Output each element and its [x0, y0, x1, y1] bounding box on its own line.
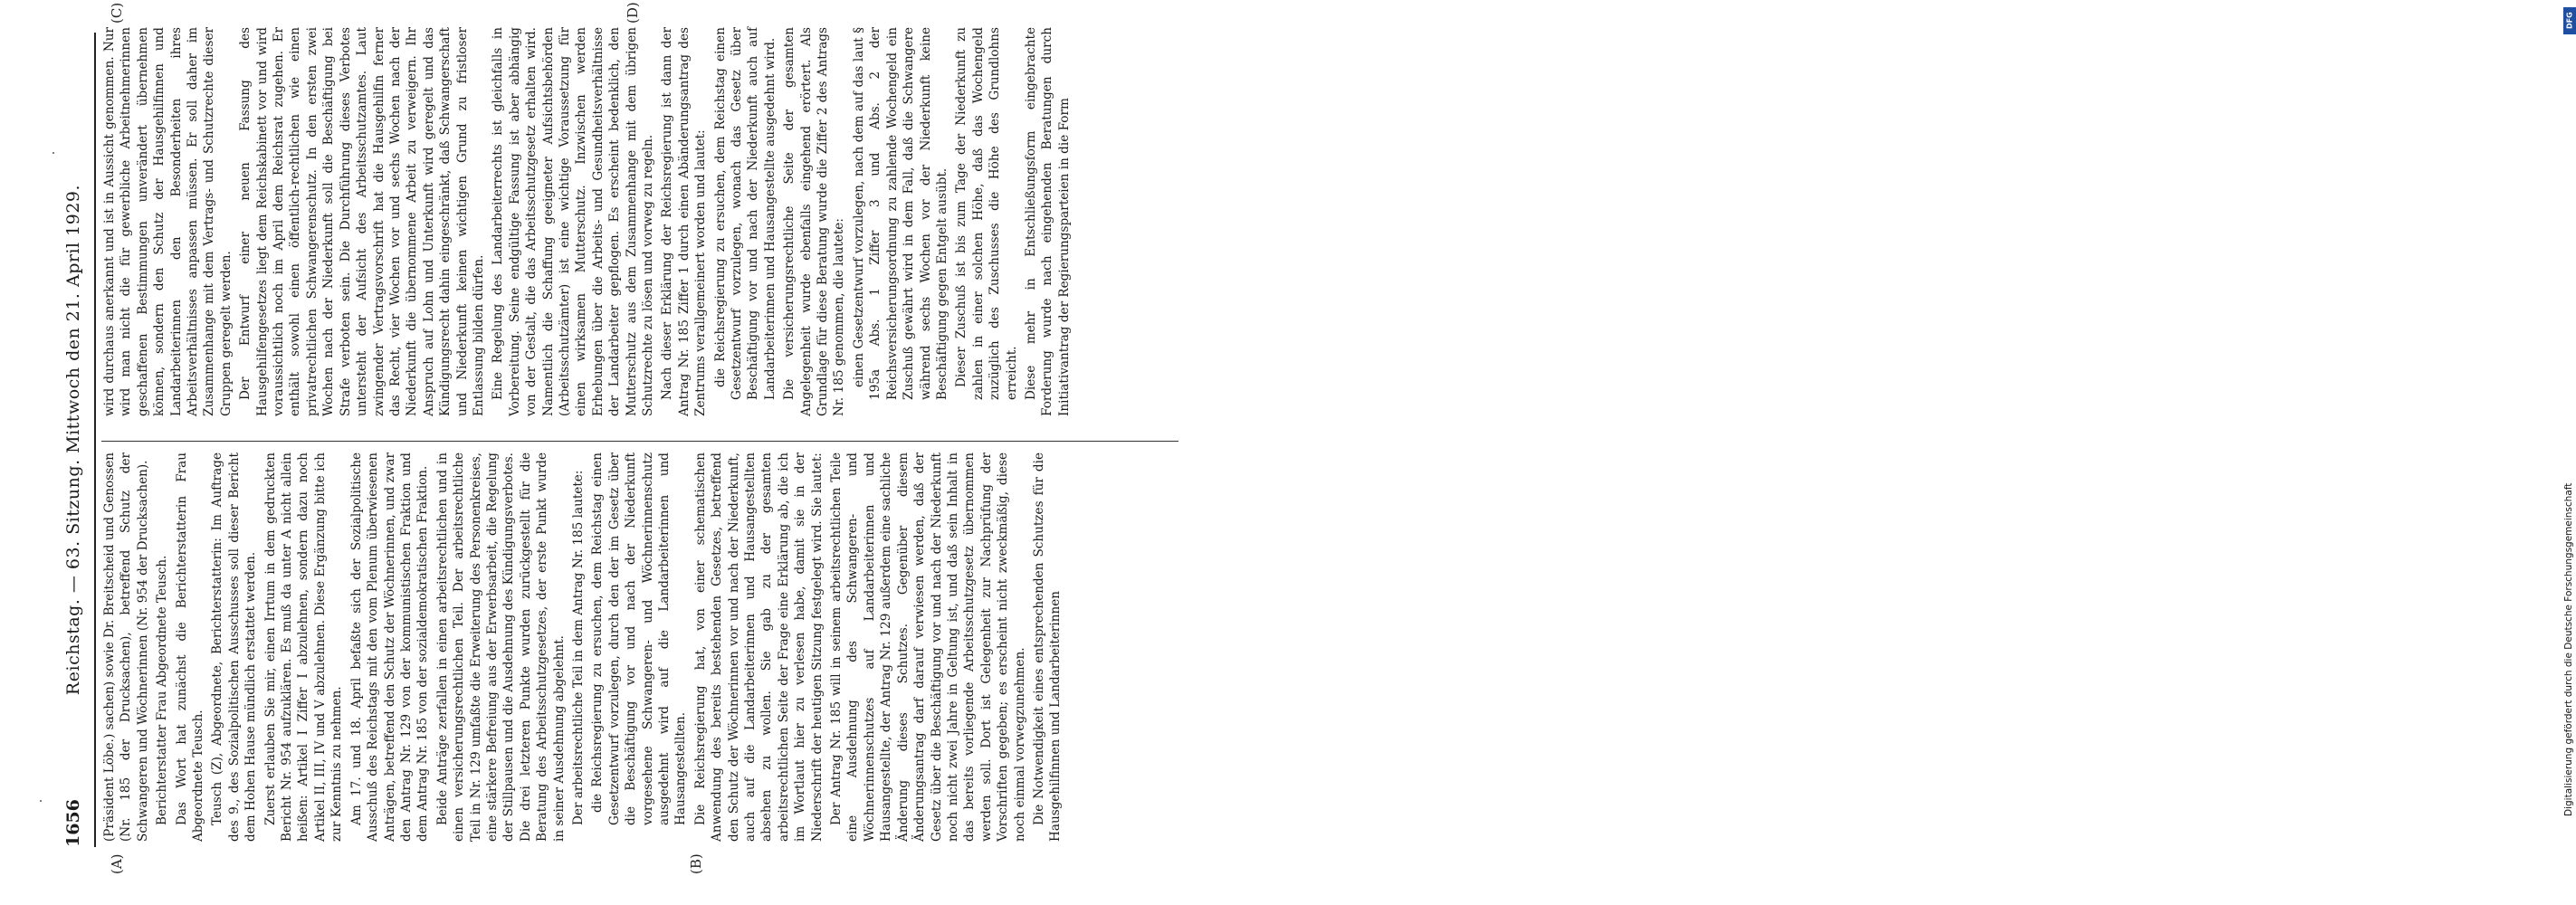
quoted-motion: Dieser Zuschuß ist bis zum Tage der Niederkunft zu zahlen in einer solchen Höhe, daß das Wochengeld zuzüglich des Zuschusses die Höhe des Grundlohns erreicht. — [954, 27, 1019, 400]
margin-letter-a: (A) — [109, 853, 125, 874]
quoted-motion: die Reichsregierung zu ersuchen, dem Reichstag einen Gesetzentwurf vorzulegen, wonach das Gesetz über Beschäftigung vor und nach der Niederkunft auch auf Landarbeiterinnen und Hausangestellte ausgedehnt wird. — [712, 27, 778, 400]
scan-speck — [40, 800, 42, 802]
paragraph: Eine Regelung des Landarbeiterrechts ist gleichfalls in Vorbereitung. Seine endgültige Fassung ist aber abhängig von der Gestalt, die das Arbeitsschutzgesetz erhalten wird. Namentlich die Schaffung geeigneter Aufsichtsbehörden (Arbeitsschutzämter) ist eine wichtige Voraussetzung für einen wirksamen Mutterschutz. Inzwischen werden Erhebungen über die Arbeits- und Gesundheitsverhältnisse der Landarbeiter gepflogen. Es erscheint bedenklich, den Mutterschutz aus dem Zusammenhange mit dem übrigen Schutzrechte zu lösen und vorweg zu regeln. — [491, 27, 655, 416]
page-number: 1656 — [63, 799, 83, 847]
paragraph: Berichterstatter Frau Abgeordnete Teusch. — [155, 555, 170, 825]
paragraph: Beide Anträge zerfallen in einen arbeitsrechtlichen und in einen versicherungsrechtlichen Teil. Der arbeitsrechtliche Teil in Nr. 129 umfaßte die Erweiterung des Personenkreises, eine stärkere Befreiung aus der Erwerbsarbeit, die Regelung der Stillpausen und die Ausdehnung des Kündigungsverbotes. Die drei letzteren Punkte wurden zurückgestellt für die Beratung des Arbeitsschutzgesetzes, der erste Punkt wurde in seiner Ausdehnung abgelehnt. — [434, 452, 567, 842]
paragraph: Nach dieser Erklärung der Reichsregierung ist dann der Antrag Nr. 185 Ziffer 1 durch einen Abänderungsantrag des Zentrums verallgemeinert worden und lautet: — [660, 27, 709, 416]
paragraph: Das Wort hat zunächst die Berichterstatterin Frau Abgeordnete Teusch. — [174, 452, 206, 842]
paragraph: Teusch (Z), Abgeordnete, Berichterstatterin: Im Auftrage des 9., des Sozialpolitischen Ausschusses soll dieser Bericht dem Hohen Hause mündlich erstattet werden. — [210, 452, 259, 842]
paragraph: Der arbeitsrechtliche Teil in dem Antrag Nr. 185 lautete: — [570, 470, 586, 825]
scan-speck — [52, 152, 54, 154]
paragraph: Die Notwendigkeit eines entsprechenden Schutzes für die Hausgehilfinnen und Landarbeiterinnen — [1031, 452, 1064, 842]
paragraph: Die Reichsregierung hat, von einer schematischen Anwendung des bereits bestehenden Gesetzes, betreffend den Schutz der Wöchnerinnen vor und nach der Niederkunft, auch auf die Landarbeiterinnen und Hausangestellten absehen zu wollen. Sie gab zu der gesamten arbeitsrechtlichen Seite der Frage eine Erklärung ab, die ich im Wortlaut hier zu verlesen habe, damit sie in der Niederschrift der heutigen Sitzung festgelegt wird. Sie lautet: — [692, 452, 825, 842]
paragraph: (Präsident Löbe.) sachen) sowie Dr. Breitscheid und Genossen (Nr. 185 der Drucksachen), betreffend Schutz der Schwangeren und Wöchnerinnen (Nr. 954 der Drucksachen). — [102, 452, 150, 842]
running-header — [63, 33, 92, 847]
digitization-credit: Digitalisierung gefördert durch die Deutsche Forschungsgemeinschaft — [2563, 482, 2574, 816]
quoted-motion: die Reichsregierung zu ersuchen, dem Reichstag einen Gesetzentwurf vorzulegen, durch den der im Gesetz über die Beschäftigung vor und nach der Niederkunft vorgesehene Schwangeren- und Wöchnerinnenschutz ausgedehnt wird auf die Landarbeiterinnen und Hausangestellten. — [590, 452, 689, 825]
margin-letter-c: (C) — [109, 2, 125, 24]
margin-letter-b: (B) — [688, 853, 704, 874]
paragraph: Am 17. und 18. April befaßte sich der Sozialpolitische Ausschuß des Reichstags mit den vom Plenum überwiesenen Anträgen, betreffend den Schutz der Wöchnerinnen, und zwar den Antrag Nr. 129 von der kommunistischen Fraktion und dem Antrag Nr. 185 von der sozialdemokratischen Fraktion. — [348, 452, 431, 842]
paragraph: Zuerst erlauben Sie mir, einen Irrtum in dem gedruckten Bericht Nr. 954 aufzuklären. Es muß da unter A nicht allein heißen: Artikel I Ziffer I abzulehnen, sondern dazu noch Artikel II, III, IV und V abzulehnen. Diese Ergänzung bitte ich zur Kenntnis zu nehmen. — [262, 452, 345, 842]
column-divider — [101, 441, 1178, 442]
dfg-logo: DFG — [2563, 7, 2576, 34]
paragraph: Der Entwurf einer neuen Fassung des Hausgehilfengesetzes liegt dem Reichskabinett vor und wird voraussichtlich noch im April dem Reichsrat zugehen. Er enthält sowohl einen öffentlich-rechtlichen wie einen privatrechtlichen Schwangerenschutz. In den ersten zwei Wochen nach der Niederkunft soll die Beschäftigung bei Strafe verboten sein. Die Durchführung dieses Verbotes untersteht der Aufsicht des Arbeitsschutzamtes. Laut zwingender Vertragsvorschrift hat die Hausgehilfin ferner das Recht, vier Wochen vor und sechs Wochen nach der Niederkunft die übernommene Arbeit zu verweigern. Ihr Anspruch auf Lohn und Unterkunft wird geregelt und das Kündigungsrecht dahin eingeschränkt, daß Schwangerschaft und Niederkunft keinen wichtigen Grund zu fristloser Entlassung bilden dürfen. — [238, 27, 486, 416]
header-rule — [94, 33, 96, 847]
quoted-motion: einen Gesetzentwurf vorzulegen, nach dem auf das laut § 195a Abs. 1 Ziffer 3 und Abs. 2 der Reichsversicherungsordnung zu zahlende Wochengeld ein Zuschuß gewährt wird in dem Fall, daß die Schwangere während sechs Wochen vor der Niederkunft keine Beschäftigung gegen Entgelt ausübt. — [851, 27, 949, 400]
margin-letter-d: (D) — [625, 2, 641, 24]
paragraph: wird durchaus anerkannt und ist in Aussicht genommen. Nur wird man nicht die für gewerbliche Arbeitnehmerinnen geschaffenen Bestimmungen unverändert übernehmen können, sondern den Schutz der Hausgehilfinnen und Landarbeiterinnen den Besonderheiten ihres Arbeitsverhältnisses anpassen müssen. Er soll daher im Zusammenhange mit dem Vertrags- und Schutzrechte dieser Gruppen geregelt werden. — [102, 27, 234, 416]
paragraph: Der Antrag Nr. 185 will in seinem arbeitsrechtlichen Teile eine Ausdehnung des Schwangeren- und Wöchnerinnenschutzes auf Landarbeiterinnen und Hausangestellte, der Antrag Nr. 129 außerdem eine sachliche Änderung dieses Schutzes. Gegenüber diesem Änderungsantrag darf darauf verwiesen werden, daß der Gesetz über die Beschäftigung vor und nach der Niederkunft noch nicht zwei Jahre in Geltung ist, und daß sein Inhalt in das bereits vorliegende Arbeitsschutzgesetz übernommen werden soll. Dort ist Gelegenheit zur Nachprüfung der Vorschriften gegeben; es erscheint nicht zweckmäßig, diese noch einmal vorwegzunehmen. — [829, 452, 1027, 842]
paragraph: Diese mehr in Entschließungsform eingebrachte Forderung wurde nach eingehenden Beratungen durch Initiativantrag der Regierungsparteien in die Form — [1023, 27, 1072, 416]
left-column — [101, 452, 1067, 842]
right-column — [101, 27, 1075, 416]
running-title: Reichstag. — 63. Sitzung. Mittwoch den 21. April 1929. — [63, 184, 83, 696]
paragraph: Die versicherungsrechtliche Seite der gesamten Angelegenheit wurde ebenfalls eingehend erörtert. Als Grundlage für diese Beratung wurde die Ziffer 2 des Antrags Nr. 185 genommen, die lautete: — [782, 27, 847, 416]
digitization-strip — [1280, 0, 2574, 905]
scanned-document-page — [0, 0, 1258, 887]
